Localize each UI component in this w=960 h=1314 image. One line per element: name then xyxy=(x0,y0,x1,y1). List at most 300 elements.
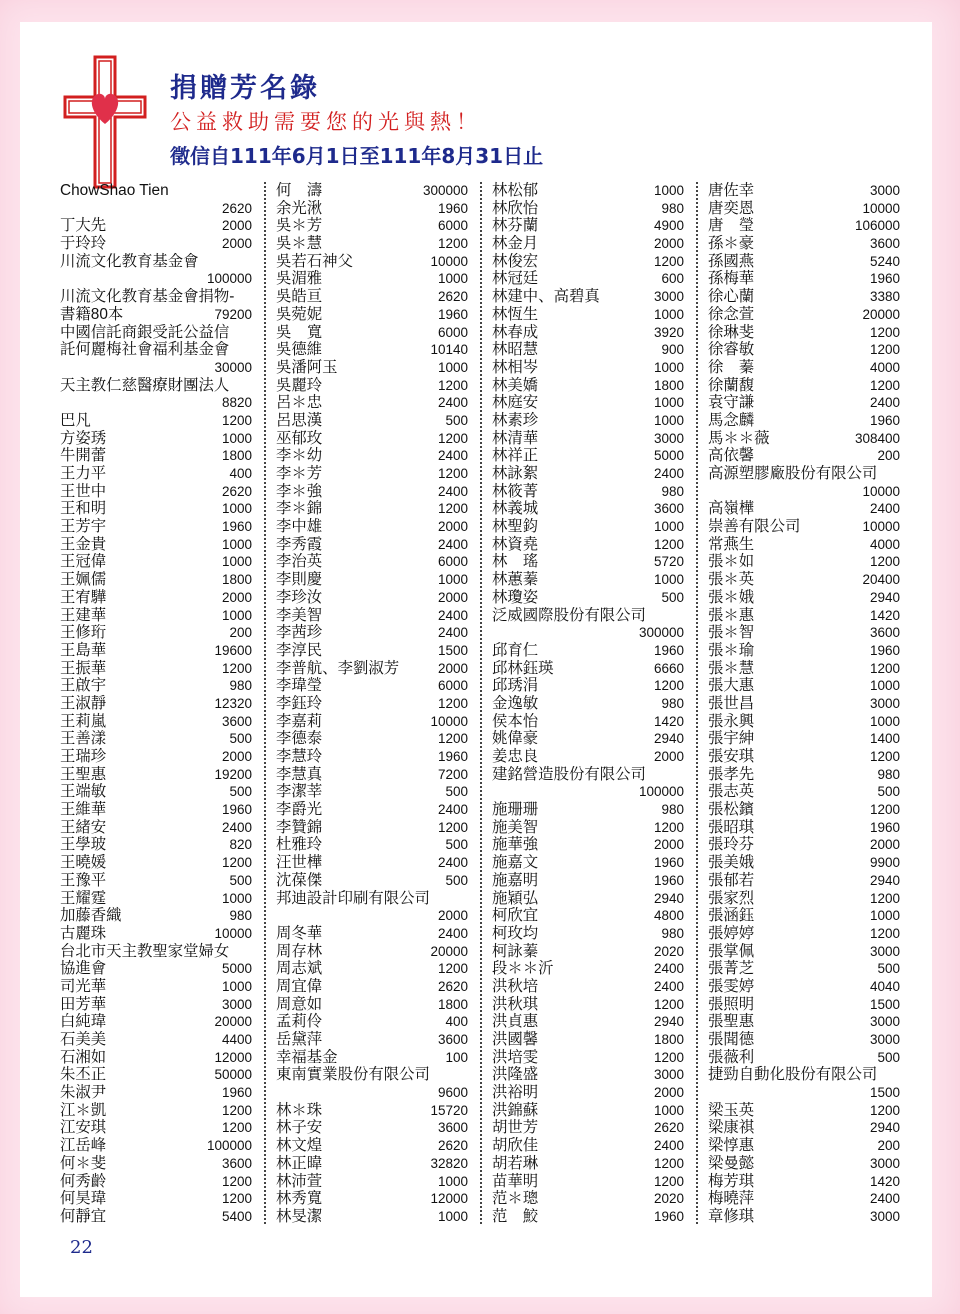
donor-name: 林素珍 xyxy=(492,411,539,429)
donor-name: 邱林鈺瑛 xyxy=(492,659,554,677)
donation-amount: 3000 xyxy=(653,1067,684,1083)
donor-row xyxy=(492,359,684,377)
donor-name: 施穎弘 xyxy=(492,889,539,907)
donation-amount: 2000 xyxy=(653,749,684,764)
donor-row xyxy=(492,536,684,554)
donor-row xyxy=(276,783,468,801)
donation-amount: 1960 xyxy=(869,819,900,835)
donation-amount: 980 xyxy=(877,766,900,782)
donor-row xyxy=(60,996,252,1014)
donor-row xyxy=(276,1190,468,1208)
donor-name: 李中雄 xyxy=(276,518,323,536)
donation-amount: 6660 xyxy=(653,660,684,676)
donor-name: 林建中、高碧真 xyxy=(492,288,600,306)
donor-row xyxy=(708,182,900,200)
donor-name: 台北市天主教聖家堂婦女 xyxy=(60,942,230,960)
donor-row xyxy=(276,713,468,731)
donor-name: 林文煌 xyxy=(276,1137,323,1155)
donor-row xyxy=(708,801,900,819)
donation-amount: 3600 xyxy=(437,1120,468,1136)
donor-row xyxy=(276,1049,468,1067)
donation-amount: 2400 xyxy=(437,395,468,411)
donation-amount: 1200 xyxy=(437,731,468,747)
donation-amount: 2620 xyxy=(437,1138,468,1154)
donation-amount: 6000 xyxy=(437,218,468,234)
donor-row xyxy=(708,377,900,395)
donation-amount: 2400 xyxy=(869,501,900,517)
donor-row xyxy=(492,960,684,978)
donor-name: 梅芳琪 xyxy=(708,1172,755,1190)
donation-amount: 1200 xyxy=(869,802,900,818)
donor-name: 范 鮫 xyxy=(492,1207,539,1225)
donation-amount: 1200 xyxy=(221,1102,252,1118)
donor-row xyxy=(708,518,900,536)
donation-amount: 10000 xyxy=(862,483,900,499)
donor-row xyxy=(492,1155,684,1173)
donor-name: 吳＊慧 xyxy=(276,235,323,253)
donation-amount: 2000 xyxy=(221,749,252,764)
donation-amount: 5000 xyxy=(653,448,684,464)
donor-name: 林松郁 xyxy=(492,182,539,199)
donation-amount: 1800 xyxy=(437,996,468,1012)
donor-name: 唐佐幸 xyxy=(708,182,755,199)
donation-amount: 1400 xyxy=(869,731,900,747)
donor-name: 李慧真 xyxy=(276,765,323,783)
donation-amount: 980 xyxy=(229,908,252,924)
donor-name xyxy=(708,1084,870,1102)
donor-name: 王啟宇 xyxy=(60,677,107,695)
donor-row xyxy=(276,960,468,978)
donor-row xyxy=(708,1155,900,1173)
donor-row xyxy=(60,748,252,766)
donor-name: 林春成 xyxy=(492,323,539,341)
donation-amount: 3600 xyxy=(221,1155,252,1171)
donor-row xyxy=(60,1137,252,1155)
donation-amount: 1000 xyxy=(653,306,684,322)
donor-row xyxy=(492,730,684,748)
donation-amount: 100000 xyxy=(206,1138,252,1154)
donation-amount: 5000 xyxy=(221,961,252,977)
donor-row xyxy=(60,465,252,483)
donor-row xyxy=(492,1173,684,1191)
donor-name: 章修琪 xyxy=(708,1207,755,1225)
donation-amount: 500 xyxy=(445,412,468,428)
donor-name: 張志英 xyxy=(708,783,755,801)
donor-name: 張聖惠 xyxy=(708,1013,755,1031)
donor-name: 林芬蘭 xyxy=(492,217,539,235)
donation-amount: 1200 xyxy=(869,554,900,570)
donor-name: 林瓊姿 xyxy=(492,588,539,606)
donation-amount: 900 xyxy=(661,342,684,358)
donation-amount: 10000 xyxy=(862,200,900,216)
donor-name: 柯詠蓁 xyxy=(492,942,539,960)
donor-row xyxy=(708,660,900,678)
donor-row xyxy=(708,412,900,430)
donation-amount: 1000 xyxy=(869,713,900,729)
donation-amount: 2400 xyxy=(437,625,468,641)
donor-row xyxy=(60,642,252,660)
donor-name: 牛開蕾 xyxy=(60,447,107,465)
donor-row xyxy=(708,766,900,784)
donor-row xyxy=(708,836,900,854)
donor-row xyxy=(60,1119,252,1137)
donation-amount: 15720 xyxy=(430,1102,468,1118)
donor-row xyxy=(60,500,252,518)
donation-amount: 1960 xyxy=(437,306,468,322)
donor-row xyxy=(708,1119,900,1137)
donor-name xyxy=(276,1084,438,1102)
donor-row xyxy=(276,270,468,288)
donation-amount: 308400 xyxy=(854,430,900,446)
donation-amount: 1420 xyxy=(653,713,684,729)
donor-name: 洪國馨 xyxy=(492,1031,539,1048)
donation-amount: 2400 xyxy=(437,483,468,499)
donor-name: 徐蘭馥 xyxy=(708,376,755,394)
donor-row xyxy=(60,854,252,872)
donor-name: 施嘉明 xyxy=(492,871,539,889)
donor-row xyxy=(276,394,468,412)
donation-amount: 20000 xyxy=(430,943,468,959)
donor-row xyxy=(492,978,684,996)
donor-row xyxy=(276,925,468,943)
donation-amount: 32820 xyxy=(430,1155,468,1171)
donor-row xyxy=(276,801,468,819)
donor-name: 王學玻 xyxy=(60,836,107,854)
donor-name: 張世昌 xyxy=(708,694,755,712)
donor-name: 高依馨 xyxy=(708,447,755,465)
donation-amount: 3000 xyxy=(653,289,684,305)
donor-row xyxy=(708,553,900,571)
donor-name: 林相岑 xyxy=(492,358,539,376)
donation-amount: 100000 xyxy=(206,271,252,287)
donation-amount: 1000 xyxy=(653,395,684,411)
donor-row xyxy=(492,270,684,288)
donor-row xyxy=(60,447,252,465)
donor-name: 李潔莘 xyxy=(276,783,323,801)
donor-name: 馬＊＊薇 xyxy=(708,429,770,447)
donation-amount: 20400 xyxy=(862,572,900,588)
page-subtitle: 公益救助需要您的光與熱！ xyxy=(170,110,482,134)
donation-amount: 1000 xyxy=(869,678,900,694)
donation-amount: 9900 xyxy=(869,855,900,871)
donation-amount: 1200 xyxy=(653,1173,684,1189)
donor-name: 唐 瑩 xyxy=(708,217,755,235)
donation-amount: 79200 xyxy=(214,306,252,322)
donor-name: 何靜宜 xyxy=(60,1207,107,1225)
donation-amount: 1200 xyxy=(221,1120,252,1136)
donor-name: 唐奕恩 xyxy=(708,199,755,217)
donor-row xyxy=(60,483,252,501)
donor-name: 王姵儒 xyxy=(60,571,107,589)
donor-name: 邦迪設計印刷有限公司 xyxy=(276,889,430,907)
donor-row xyxy=(60,1013,252,1031)
donor-row xyxy=(60,766,252,784)
donor-row xyxy=(708,783,900,801)
donation-amount: 1200 xyxy=(653,1049,684,1065)
donor-row xyxy=(60,1208,252,1226)
donation-amount: 2940 xyxy=(653,890,684,906)
donor-row xyxy=(708,324,900,342)
donation-amount: 2000 xyxy=(653,837,684,853)
donor-name: 張照明 xyxy=(708,995,755,1013)
donor-row xyxy=(708,1084,900,1102)
donation-amount: 1200 xyxy=(221,1173,252,1189)
donor-name: 林旻潔 xyxy=(276,1207,323,1225)
donor-row xyxy=(708,713,900,731)
donor-row xyxy=(276,182,468,200)
donation-amount: 2940 xyxy=(869,872,900,888)
donor-row xyxy=(60,377,252,395)
donor-column-4 xyxy=(708,182,900,1226)
donor-name: 張玲芬 xyxy=(708,836,755,854)
donation-amount: 1960 xyxy=(653,855,684,871)
donor-row xyxy=(60,359,252,377)
donor-row xyxy=(708,730,900,748)
donor-row xyxy=(276,217,468,235)
donation-amount: 980 xyxy=(661,925,684,941)
donor-row xyxy=(276,1084,468,1102)
donor-name: 李＊幼 xyxy=(276,447,323,465)
donation-amount: 4000 xyxy=(869,536,900,552)
donor-name: 李慧玲 xyxy=(276,748,323,765)
donor-row xyxy=(276,1173,468,1191)
donation-amount: 1200 xyxy=(653,996,684,1012)
donor-row xyxy=(708,589,900,607)
donor-name: 吳潘阿玉 xyxy=(276,358,338,376)
donor-name: 徐睿敏 xyxy=(708,341,755,359)
donor-name: 施珊珊 xyxy=(492,801,539,819)
donation-amount: 3000 xyxy=(869,1155,900,1171)
donor-name: 姜忠良 xyxy=(492,748,539,765)
donor-row xyxy=(492,553,684,571)
donation-amount: 1000 xyxy=(437,1173,468,1189)
donor-row xyxy=(492,1013,684,1031)
donor-name: 王世中 xyxy=(60,482,107,500)
donor-name: 李＊芳 xyxy=(276,465,323,482)
donation-amount: 2400 xyxy=(437,607,468,623)
donor-name: 李鈺玲 xyxy=(276,694,323,712)
donor-row xyxy=(276,288,468,306)
donor-row xyxy=(708,571,900,589)
donor-name: 洪秋培 xyxy=(492,977,539,995)
donor-row xyxy=(60,518,252,536)
donor-name: 王振華 xyxy=(60,659,107,677)
donor-row xyxy=(276,1119,468,1137)
donor-row xyxy=(60,607,252,625)
donor-row xyxy=(708,465,900,483)
donor-name: 王善漾 xyxy=(60,730,107,748)
donor-name: 協進會 xyxy=(60,960,107,978)
donor-name: 李淳民 xyxy=(276,641,323,659)
donation-amount: 1000 xyxy=(653,519,684,535)
donor-row xyxy=(492,766,684,784)
donor-name: 周冬華 xyxy=(276,924,323,942)
donor-row xyxy=(492,695,684,713)
donation-amount: 1200 xyxy=(221,660,252,676)
donor-name: ChowShao Tien xyxy=(60,182,169,199)
donor-row xyxy=(708,1208,900,1226)
donor-row xyxy=(60,960,252,978)
donor-name: 司光華 xyxy=(60,977,107,995)
donor-name: 張大惠 xyxy=(708,677,755,695)
donor-column-1 xyxy=(60,182,252,1226)
donor-row xyxy=(276,660,468,678)
donation-amount: 2000 xyxy=(437,589,468,605)
donation-amount: 8820 xyxy=(221,395,252,411)
donor-row xyxy=(276,642,468,660)
donor-row xyxy=(708,1066,900,1084)
donor-row xyxy=(60,801,252,819)
donor-row xyxy=(60,783,252,801)
donor-name: 林庭安 xyxy=(492,394,539,412)
donor-name: 洪隆盛 xyxy=(492,1066,539,1084)
donation-amount: 1800 xyxy=(653,1032,684,1047)
donation-amount: 3380 xyxy=(869,289,900,305)
donation-amount: 1200 xyxy=(869,749,900,764)
donor-row xyxy=(708,1102,900,1120)
donor-name: 張松鑌 xyxy=(708,801,755,819)
donation-amount: 2400 xyxy=(437,855,468,871)
donor-name: 吳皓亘 xyxy=(276,288,323,306)
donor-name: 捷勁自動化股份有限公司 xyxy=(708,1066,878,1084)
donor-name: 何＊斐 xyxy=(60,1154,107,1172)
donor-name: 王冠偉 xyxy=(60,553,107,571)
donor-name: 林正暐 xyxy=(276,1154,323,1172)
donation-amount: 2400 xyxy=(653,961,684,977)
donor-name: 王瑞珍 xyxy=(60,748,107,765)
donor-name: 徐琳斐 xyxy=(708,323,755,341)
donor-row xyxy=(276,306,468,324)
donation-amount: 1960 xyxy=(869,412,900,428)
donor-name: 李德泰 xyxy=(276,730,323,748)
donor-row xyxy=(492,677,684,695)
donor-name: 王耀霆 xyxy=(60,889,107,907)
donor-row xyxy=(276,907,468,925)
donor-row xyxy=(276,819,468,837)
donor-row xyxy=(276,235,468,253)
donor-name: 于玲玲 xyxy=(60,235,107,253)
donor-name xyxy=(60,270,207,288)
donation-amount: 10000 xyxy=(214,925,252,941)
donation-amount: 3000 xyxy=(869,943,900,959)
donation-amount: 500 xyxy=(445,784,468,800)
donor-row xyxy=(492,925,684,943)
donor-name: 石美美 xyxy=(60,1031,107,1048)
donor-row xyxy=(708,996,900,1014)
donation-amount: 3000 xyxy=(869,1014,900,1030)
donor-name: 王島華 xyxy=(60,641,107,659)
donation-amount: 1200 xyxy=(437,961,468,977)
donor-row xyxy=(708,819,900,837)
donor-name: 梁惇惠 xyxy=(708,1137,755,1155)
donor-name: 王力平 xyxy=(60,465,107,482)
donor-name: 王淑靜 xyxy=(60,694,107,712)
donor-row xyxy=(492,660,684,678)
donor-row xyxy=(60,1155,252,1173)
donor-name: 施嘉文 xyxy=(492,854,539,872)
donor-name: 李美智 xyxy=(276,606,323,624)
donation-amount: 300000 xyxy=(422,183,468,198)
donation-amount: 1200 xyxy=(437,501,468,517)
donation-amount: 1500 xyxy=(869,996,900,1012)
donation-amount: 10000 xyxy=(430,253,468,269)
donor-name: 林秀寬 xyxy=(276,1190,323,1208)
donor-name: 林資堯 xyxy=(492,535,539,553)
donor-name: 張美娥 xyxy=(708,854,755,872)
donation-amount: 2000 xyxy=(653,1085,684,1101)
donation-amount: 200 xyxy=(229,625,252,641)
donor-row xyxy=(276,447,468,465)
donor-row xyxy=(492,465,684,483)
donation-amount: 1800 xyxy=(653,377,684,393)
donor-row xyxy=(492,518,684,536)
donor-row xyxy=(708,1137,900,1155)
donation-amount: 2000 xyxy=(437,908,468,924)
donor-name: 何秀齡 xyxy=(60,1172,107,1190)
donor-row xyxy=(492,430,684,448)
donor-row xyxy=(60,660,252,678)
donor-name: 林祥正 xyxy=(492,447,539,465)
donor-row xyxy=(492,589,684,607)
donation-amount: 1000 xyxy=(869,908,900,924)
donation-amount: 1800 xyxy=(221,448,252,464)
donor-row xyxy=(60,217,252,235)
donation-amount: 500 xyxy=(877,1049,900,1065)
donor-name: 李普航、李劉淑芳 xyxy=(276,659,400,677)
donor-row xyxy=(492,1119,684,1137)
donor-name: 洪裕明 xyxy=(492,1084,539,1102)
donor-name: 柯欣宜 xyxy=(492,907,539,925)
donor-name: 孟莉伶 xyxy=(276,1013,323,1031)
donation-amount: 1200 xyxy=(437,430,468,446)
donation-amount: 3600 xyxy=(221,713,252,729)
donor-row xyxy=(60,571,252,589)
donor-row xyxy=(492,394,684,412)
donor-row xyxy=(708,430,900,448)
page-sheet xyxy=(20,22,932,1297)
donor-row xyxy=(708,341,900,359)
donor-row xyxy=(492,483,684,501)
donor-row xyxy=(276,1031,468,1049)
donor-row xyxy=(492,819,684,837)
donation-amount: 1200 xyxy=(221,1191,252,1207)
donation-amount: 1200 xyxy=(869,660,900,676)
donor-row xyxy=(276,553,468,571)
donor-name xyxy=(708,483,862,501)
donation-amount: 980 xyxy=(229,678,252,694)
donor-name: 洪錦蘇 xyxy=(492,1101,539,1119)
donor-name: 張＊英 xyxy=(708,571,755,589)
donor-row xyxy=(276,536,468,554)
donor-row xyxy=(708,978,900,996)
donation-amount: 1000 xyxy=(437,271,468,287)
donor-name xyxy=(60,394,222,412)
donor-name: 江安琪 xyxy=(60,1119,107,1137)
donation-amount: 3000 xyxy=(869,1208,900,1224)
donor-row xyxy=(276,1102,468,1120)
donor-row xyxy=(276,766,468,784)
donor-row xyxy=(276,677,468,695)
donation-amount: 1200 xyxy=(437,236,468,252)
donation-amount: 2000 xyxy=(653,236,684,252)
donor-name: 王豫平 xyxy=(60,871,107,889)
donor-row xyxy=(60,978,252,996)
donor-row xyxy=(60,1102,252,1120)
donation-amount: 2400 xyxy=(437,448,468,464)
donor-row xyxy=(492,217,684,235)
donor-name: 徐念萱 xyxy=(708,305,755,323)
donor-row xyxy=(492,341,684,359)
